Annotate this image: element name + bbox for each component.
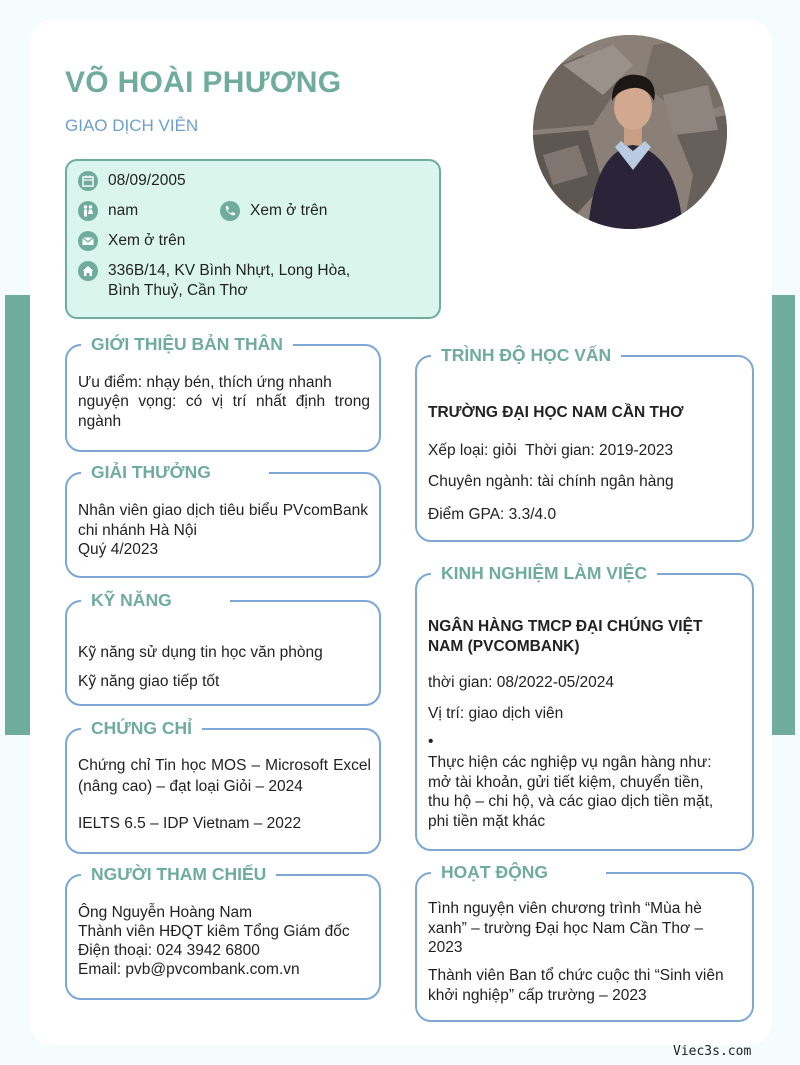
experience-time: thời gian: 08/2022-05/2024 xyxy=(428,674,614,691)
about-line-1: Ưu điểm: nhạy bén, thích ứng nhanh xyxy=(78,374,332,391)
footer-watermark: Viec3s.com xyxy=(673,1044,752,1059)
experience-duties: Thực hiện các nghiệp vụ ngân hàng như: mở tài khoản, gửi tiết kiệm, chuyển tiền, thu hộ – chi hộ, và các giao dịch tiền mặt, phi tiền mặt khác xyxy=(428,754,714,830)
certificates-section xyxy=(65,718,381,854)
experience-title: KINH NGHIỆM LÀM VIỆC xyxy=(431,561,657,585)
skills-title: KỸ NĂNG xyxy=(81,588,230,612)
certificates-title: CHỨNG CHỈ xyxy=(81,716,202,740)
awards-title: GIẢI THƯỞNG xyxy=(81,460,269,484)
about-title: GIỚI THIỆU BẢN THÂN xyxy=(81,332,293,356)
bullet-marker: • xyxy=(428,733,434,750)
cert-item-2: IELTS 6.5 – IDP Vietnam – 2022 xyxy=(78,815,302,832)
address-value: 336B/14, KV Bình Nhựt, Long Hòa, Bình Thuỷ, Cần Thơ xyxy=(108,262,351,299)
about-line-2: nguyện vọng: có vị trí nhất định trong ngành xyxy=(78,393,370,430)
contact-email xyxy=(78,231,185,251)
skills-section xyxy=(65,590,381,706)
education-section xyxy=(415,345,754,542)
cert-item-1: Chứng chỉ Tin học MOS – Microsoft Excel (nâng cao) – đạt loại Giỏi – 2024 xyxy=(78,757,371,795)
activity-item-2: Thành viên Ban tổ chức cuộc thi “Sinh viên khởi nghiệp” cấp trường – 2023 xyxy=(428,967,724,1004)
experience-section xyxy=(415,563,754,851)
ref-line-1: Ông Nguyễn Hoàng Nam xyxy=(78,904,253,921)
skill-item-1: Kỹ năng sử dụng tin học văn phòng xyxy=(78,644,323,661)
ref-email: Email: pvb@pvcombank.com.vn xyxy=(78,961,300,978)
right-accent-band xyxy=(771,295,795,735)
dob-value: 08/09/2005 xyxy=(108,172,186,189)
education-title: TRÌNH ĐỘ HỌC VẤN xyxy=(431,343,621,367)
contact-gender xyxy=(78,201,138,221)
education-gpa: Điểm GPA: 3.3/4.0 xyxy=(428,506,557,523)
education-major: Chuyên ngành: tài chính ngân hàng xyxy=(428,473,674,490)
ref-line-2: Thành viên HĐQT kiêm Tổng Giám đốc xyxy=(78,923,350,940)
candidate-role: GIAO DỊCH VIÊN xyxy=(65,116,199,135)
awards-section xyxy=(65,462,381,578)
ref-phone: Điện thoại: 024 3942 6800 xyxy=(78,942,260,959)
phone-value: Xem ở trên xyxy=(250,202,328,219)
contact-dob xyxy=(78,171,186,191)
activities-section xyxy=(415,862,754,1022)
mail-icon xyxy=(78,231,98,251)
experience-position: Vị trí: giao dịch viên xyxy=(428,705,564,722)
skill-item-2: Kỹ năng giao tiếp tốt xyxy=(78,673,220,690)
about-section xyxy=(65,334,381,452)
gender-icon xyxy=(78,201,98,221)
award-period: Quý 4/2023 xyxy=(78,541,159,558)
company-name: NGÂN HÀNG TMCP ĐẠI CHÚNG VIỆT NAM (PVCOMBANK) xyxy=(428,618,703,655)
phone-icon xyxy=(220,201,240,221)
activities-title: HOẠT ĐỘNG xyxy=(431,860,606,884)
contact-phone xyxy=(220,201,327,221)
candidate-name: VÕ HOÀI PHƯƠNG xyxy=(65,66,342,99)
education-rank: Xếp loại: giỏi Thời gian: 2019-2023 xyxy=(428,442,674,459)
gender-value: nam xyxy=(108,202,139,219)
home-icon xyxy=(78,261,98,281)
activity-item-1: Tình nguyện viên chương trình “Mùa hè xanh” – trường Đại học Nam Cần Thơ – 2023 xyxy=(428,900,704,956)
references-title: NGƯỜI THAM CHIẾU xyxy=(81,862,276,886)
calendar-icon xyxy=(78,171,98,191)
email-value: Xem ở trên xyxy=(108,232,186,249)
contact-address xyxy=(78,261,378,301)
profile-photo xyxy=(533,35,727,229)
school-name: TRƯỜNG ĐẠI HỌC NAM CẦN THƠ xyxy=(428,404,684,421)
references-section xyxy=(65,864,381,1000)
contact-panel xyxy=(65,159,441,319)
award-text: Nhân viên giao dịch tiêu biểu PVcomBank chi nhánh Hà Nội xyxy=(78,502,368,539)
